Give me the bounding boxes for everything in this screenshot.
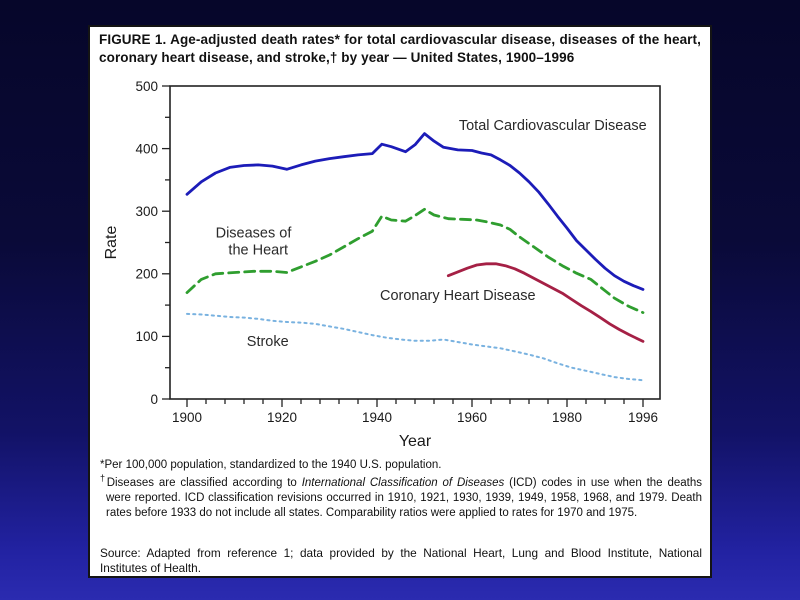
icd-title-italic: International Classification of Diseases bbox=[301, 476, 505, 489]
footnote-dagger-marker: † bbox=[100, 472, 107, 483]
y-tick-label: 0 bbox=[150, 391, 158, 407]
series-label: Stroke bbox=[246, 333, 289, 350]
series-line-total-cardiovascular-disease bbox=[187, 134, 643, 290]
y-tick-label: 500 bbox=[135, 78, 158, 94]
figure-panel bbox=[88, 25, 712, 578]
series-label: the Heart bbox=[228, 242, 289, 259]
y-tick-label: 300 bbox=[135, 204, 158, 219]
x-tick-label: 1996 bbox=[627, 410, 659, 425]
footnote-star-marker: * bbox=[100, 459, 105, 471]
footnote-population-standard: *Per 100,000 population, standardized to the 1940 U.S. population. bbox=[100, 459, 442, 471]
footnote-icd-classification: †Diseases are classified according to International Classification of Diseases (ICD) codes in use when the deaths were reported. ICD classification revisions occurred in 1910, 1921, 1930, 1939, 1949, 1958, 1968, and 1979. Death rates before 1933 do not include all states. Comparability ratios were applied to rates for 1970 and 1975. bbox=[100, 472, 702, 519]
figure-source: Source: Adapted from reference 1; data provided by the National Heart, Lung and Blood Institute, National Institutes of Health. bbox=[100, 546, 702, 576]
cvd-chart-svg bbox=[90, 72, 710, 464]
y-tick-label: 400 bbox=[135, 141, 158, 157]
series-label: Coronary Heart Disease bbox=[379, 288, 536, 305]
y-tick-label: 200 bbox=[135, 266, 158, 282]
x-tick-label: 1920 bbox=[266, 410, 298, 425]
series-label: Diseases of bbox=[215, 225, 292, 242]
series-label: Total Cardiovascular Disease bbox=[458, 117, 647, 134]
y-axis-title: Rate bbox=[103, 225, 120, 260]
x-tick-label: 1980 bbox=[551, 410, 583, 425]
x-axis-title: Year bbox=[398, 433, 432, 450]
figure-footnotes bbox=[100, 458, 702, 521]
x-tick-label: 1900 bbox=[171, 410, 203, 425]
figure-title: FIGURE 1. Age-adjusted death rates* for total cardiovascular disease, diseases of the heart, coronary heart disease, and stroke,† by year — United States, 1900–1996 bbox=[99, 32, 701, 66]
cvd-mortality-chart bbox=[90, 72, 710, 464]
y-tick-label: 100 bbox=[135, 329, 158, 345]
x-tick-label: 1960 bbox=[456, 410, 488, 425]
x-tick-label: 1940 bbox=[361, 410, 393, 425]
